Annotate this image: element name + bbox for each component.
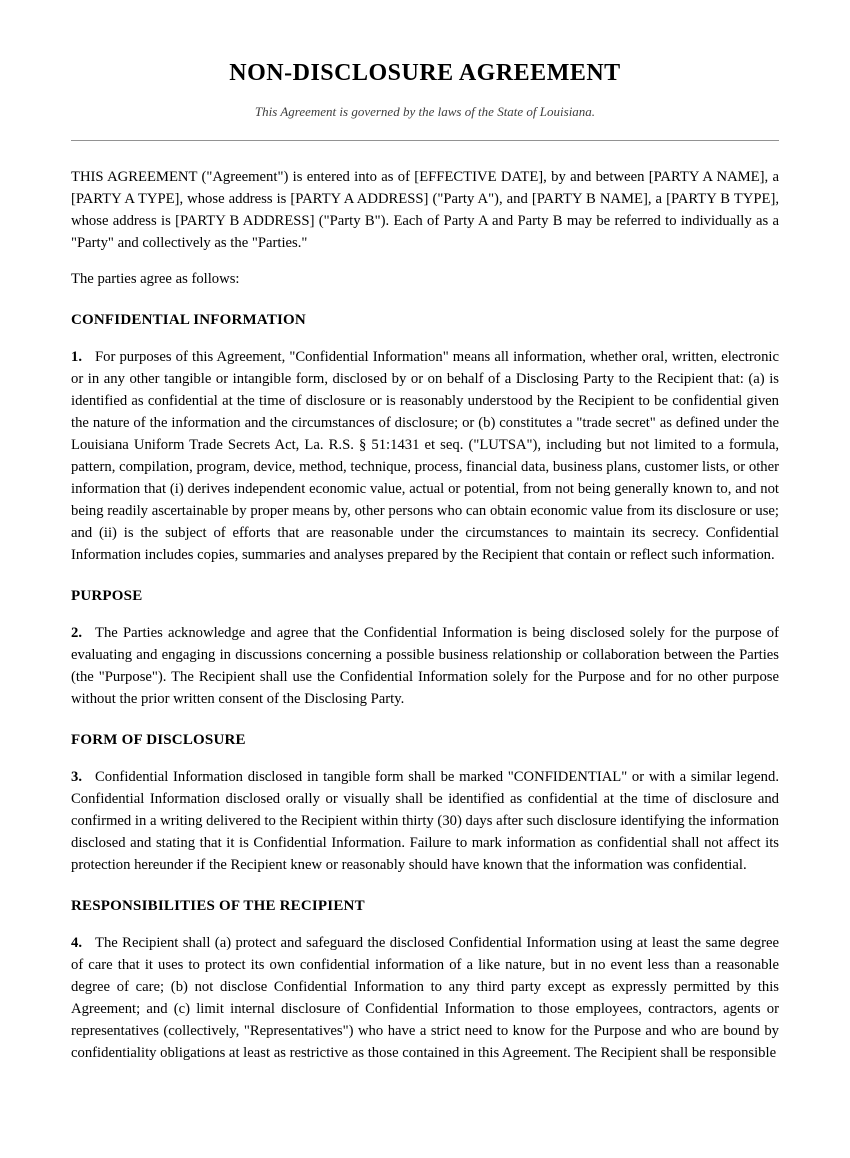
paragraph-number: 3. [71, 769, 82, 785]
section-paragraph [71, 932, 779, 1064]
paragraph-text: Confidential Information disclosed in tangible form shall be marked "CONFIDENTIAL" or with a similar legend. Confidential Information disclosed orally or visually shall be identified as confidential at the time of disclosure and confirmed in a writing delivered to the Recipient within thirty (30) days after such disclosure identifying the information disclosed and stating that it is Confidential Information. Failure to mark information as confidential shall not affect its protection hereunder if the Recipient knew or reasonably should have known that the information was confidential. [71, 769, 779, 873]
section-confidential-information [71, 310, 779, 566]
paragraph-text: The Recipient shall (a) protect and safeguard the disclosed Confidential Information using at least the same degree of care that it uses to protect its own confidential information of a like nature, but in no event less than a reasonable degree of care; (b) not disclose Confidential Information to any third party except as expressly permitted by this Agreement; and (c) limit internal disclosure of Confidential Information to those employees, contractors, agents or representatives (collectively, "Representatives") who have a strict need to know for the Purpose and who are bound by confidentiality obligations at least as restrictive as those contained in this Agreement. The Recipient shall be responsible [71, 935, 779, 1061]
paragraph-number: 4. [71, 935, 82, 951]
section-heading: PURPOSE [71, 588, 143, 604]
section-heading: CONFIDENTIAL INFORMATION [71, 312, 306, 328]
title-divider [71, 140, 779, 141]
paragraph-number: 2. [71, 625, 82, 641]
section-heading: RESPONSIBILITIES OF THE RECIPIENT [71, 898, 365, 914]
page-title: NON-DISCLOSURE AGREEMENT [229, 60, 621, 86]
section-responsibilities-of-the-recipient [71, 896, 779, 1064]
section-paragraph [71, 622, 779, 710]
section-form-of-disclosure [71, 730, 779, 876]
section-paragraph [71, 346, 779, 566]
document-page [0, 58, 850, 1064]
intro-paragraph: THIS AGREEMENT ("Agreement") is entered into as of [EFFECTIVE DATE], by and between [PARTY A NAME], a [PARTY A TYPE], whose address is [PARTY A ADDRESS] ("Party A"), and [PARTY B NAME], a [PARTY B TYPE], whose address is [PARTY B ADDRESS] ("Party B"). Each of Party A and Party B may be referred to individually as a "Party" and collectively as the "Parties." [71, 169, 779, 251]
paragraph-text: For purposes of this Agreement, "Confidential Information" means all information, whether oral, written, electronic or in any other tangible or intangible form, disclosed by or on behalf of a Disclosing Party to the Recipient that: (a) is identified as confidential at the time of disclosure or is reasonably understood by the Recipient to be confidential given the nature of the information and the circumstances of disclosure; or (b) constitutes a "trade secret" as defined under the Louisiana Uniform Trade Secrets Act, La. R.S. § 51:1431 et seq. ("LUTSA"), including but not limited to a formula, pattern, compilation, program, device, method, technique, process, financial data, business plans, customer lists, or other information that (i) derives independent economic value, actual or potential, from not being generally known to, and not being readily ascertainable by proper means by, other persons who can obtain economic value from its disclosure or use; and (ii) is the subject of efforts that are reasonable under the circumstances to maintain its secrecy. Confidential Information includes copies, summaries and analyses prepared by the Recipient that contain or reflect such information. [71, 349, 779, 563]
section-heading: FORM OF DISCLOSURE [71, 732, 246, 748]
paragraph-number: 1. [71, 349, 82, 365]
governing-law-subtitle: This Agreement is governed by the laws of the State of Louisiana. [254, 104, 596, 119]
section-paragraph [71, 766, 779, 876]
lead-in-text: The parties agree as follows: [71, 271, 240, 287]
section-purpose [71, 586, 779, 710]
paragraph-text: The Parties acknowledge and agree that the Confidential Information is being disclosed solely for the purpose of evaluating and engaging in discussions concerning a possible business relationship or collaboration between the Parties (the "Purpose"). The Recipient shall use the Confidential Information solely for the Purpose and for no other purpose without the prior written consent of the Disclosing Party. [71, 625, 779, 707]
